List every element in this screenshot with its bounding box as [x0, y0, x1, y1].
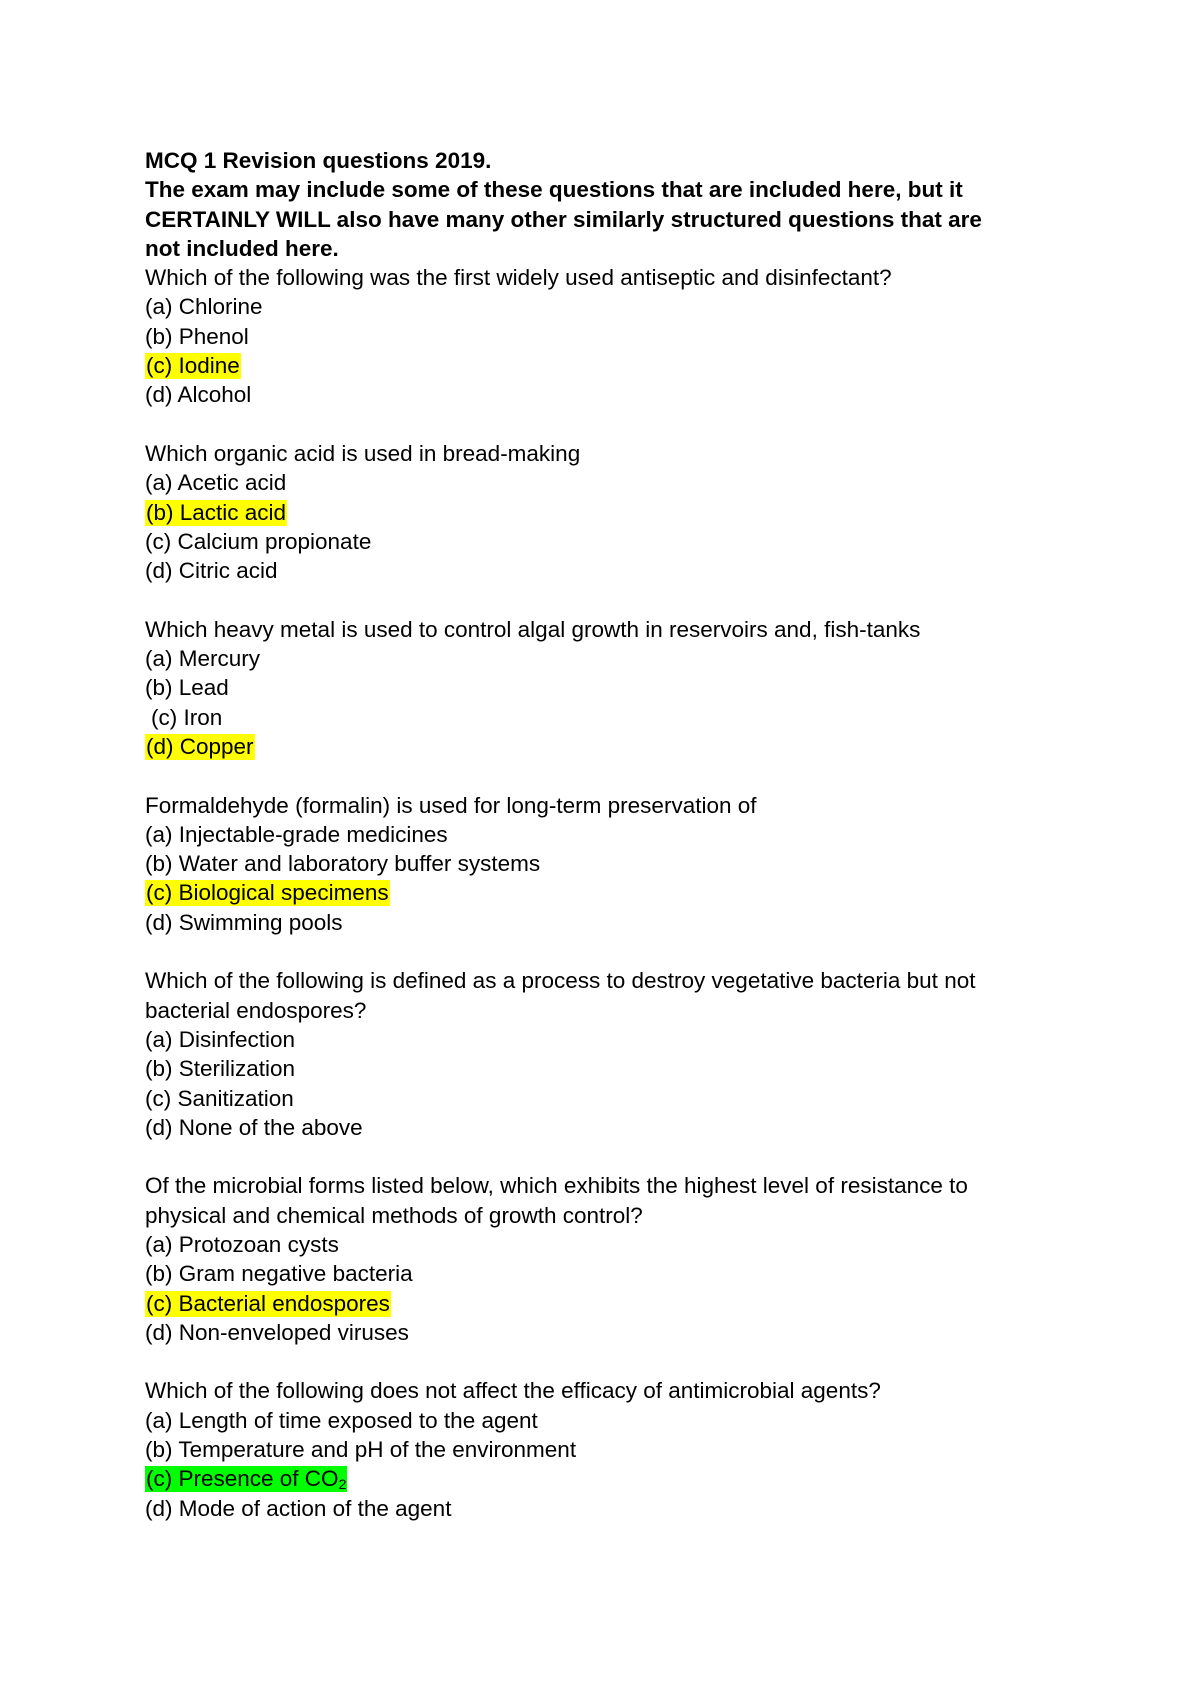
answer-highlight: (b) Lactic acid	[146, 499, 287, 525]
question-1	[145, 263, 1085, 409]
question-6	[145, 1171, 1085, 1347]
option-c: (c) Calcium propionate	[145, 528, 372, 554]
option-b: (b) Temperature and pH of the environment	[145, 1437, 577, 1463]
option-d: (d) Non-enveloped viruses	[145, 1319, 409, 1345]
option-b: (b) Sterilization	[145, 1056, 296, 1082]
option-a: (a) Mercury	[145, 646, 261, 672]
option-a: (a) Chlorine	[145, 294, 263, 320]
option-d: (d) None of the above	[145, 1114, 363, 1140]
option-a: (a) Injectable-grade medicines	[145, 821, 448, 847]
question-2	[145, 439, 1085, 585]
answer-highlight: (c) Presence of $CO_2$	[146, 1466, 347, 1493]
option-c-highlighted	[145, 878, 1085, 907]
option-a: (a) Protozoan cysts	[145, 1231, 339, 1257]
option-c-highlighted	[145, 1464, 1085, 1493]
answer-highlight: (c) Bacterial endospores	[146, 1290, 390, 1316]
question-stem-continued: physical and chemical methods of growth control?	[145, 1202, 643, 1228]
option-c-highlighted	[145, 1289, 1085, 1318]
exam-note-line-1: The exam may include some of these questions that are included here, but it	[145, 177, 963, 203]
question-stem: Which heavy metal is used to control algal growth in reservoirs and, fish-tanks	[145, 616, 921, 642]
option-b: (b) Water and laboratory buffer systems	[145, 851, 541, 877]
question-stem: Formaldehyde (formalin) is used for long-term preservation of	[145, 792, 757, 818]
option-c: (c) Iron	[151, 704, 223, 730]
option-b: (b) Phenol	[145, 323, 249, 349]
question-3	[145, 615, 1085, 761]
question-4	[145, 791, 1085, 937]
option-a: (a) Acetic acid	[145, 470, 287, 496]
exam-note-line-3: not included here.	[145, 235, 339, 261]
question-stem-continued: bacterial endospores?	[145, 997, 367, 1023]
option-b: (b) Gram negative bacteria	[145, 1261, 413, 1287]
option-d: (d) Alcohol	[145, 382, 252, 408]
question-5	[145, 966, 1085, 1142]
question-stem: Which organic acid is used in bread-making	[145, 440, 581, 466]
option-a: (a) Disinfection	[145, 1026, 296, 1052]
option-c: (c) Sanitization	[145, 1085, 294, 1111]
option-a: (a) Length of time exposed to the agent	[145, 1407, 538, 1433]
option-d-highlighted	[145, 732, 1085, 761]
answer-highlight: (d) Copper	[146, 733, 254, 759]
option-b: (b) Lead	[145, 675, 229, 701]
option-c-highlighted	[145, 351, 1085, 380]
question-stem: Which of the following does not affect the efficacy of antimicrobial agents?	[145, 1378, 881, 1404]
answer-highlight: (c) Iodine	[146, 353, 240, 379]
question-7	[145, 1376, 1085, 1522]
subscript-2: 2	[338, 1476, 347, 1493]
option-d: (d) Mode of action of the agent	[145, 1495, 452, 1521]
question-stem: Which of the following was the first widely used antiseptic and disinfectant?	[145, 265, 892, 291]
document-page	[145, 146, 1085, 1523]
document-title: MCQ 1 Revision questions 2019.	[145, 148, 492, 173]
question-stem: Of the microbial forms listed below, which exhibits the highest level of resistance to	[145, 1173, 968, 1199]
option-b-highlighted	[145, 498, 1085, 527]
option-d: (d) Citric acid	[145, 558, 278, 584]
answer-highlight: (c) Biological specimens	[146, 880, 389, 906]
question-stem: Which of the following is defined as a process to destroy vegetative bacteria but not	[145, 968, 976, 994]
exam-note-line-2: CERTAINLY WILL also have many other similarly structured questions that are	[145, 206, 982, 232]
option-d: (d) Swimming pools	[145, 909, 343, 935]
